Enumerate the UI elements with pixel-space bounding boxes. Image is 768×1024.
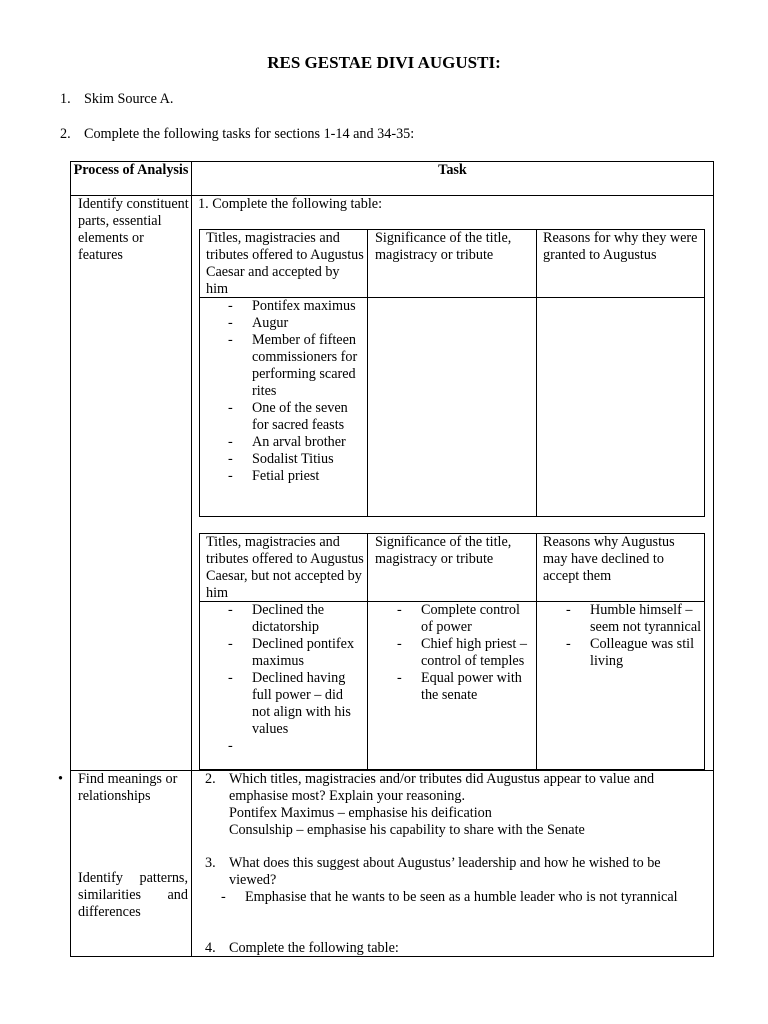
process-find-meanings: Find meanings or relationships [78,771,178,804]
table-b-header-titles: Titles, magistracies and tributes offered to Augustus Caesar, but not accepted by him [206,534,364,601]
list-item: - Pontifex maximus [228,298,364,315]
list-item: - Humble himself – seem not tyrannical [566,602,702,636]
header-task: Task [438,162,467,178]
list-item: - Emphasise that he wants to be seen as a humble leader who is not tyrannical [221,889,691,906]
page-title: RES GESTAE DIVI AUGUSTI: [267,53,501,72]
list-item: - Member of fifteen commissioners for performing scared rites [228,332,364,400]
table-a-header-reasons: Reasons for why they were granted to Augustus [543,230,698,263]
cell-divider [367,533,368,770]
list-item: - Declined having full power – did not align with his values [228,670,364,738]
question-3-number: 3. [205,855,216,871]
list-number: 1. [60,91,71,107]
question-3-text: What does this suggest about Augustus’ leadership and how he wished to be viewed? [229,855,661,888]
list-item: - Sodalist Titius [228,451,364,468]
list-item: - Fetial priest [228,468,364,485]
list-item: - Declined the dictatorship [228,602,364,636]
table-b-header-significance: Significance of the title, magistracy or tribute [375,534,512,567]
list-number: 2. [60,126,71,142]
list-item: - Complete control of power [397,602,533,636]
process-identify-patterns: Identify patterns, similarities and differences [78,870,188,920]
question-2-number: 2. [205,771,216,787]
column-divider [191,161,192,957]
bullet-marker: • [58,771,63,787]
table-a-accepted-list [228,298,364,485]
cell-divider [536,229,537,517]
list-item: - Augur [228,315,364,332]
cell-divider [536,533,537,770]
list-item: - Chief high priest – control of temples [397,636,533,670]
table-b-declined-list [228,602,364,738]
table-a-header-titles: Titles, magistracies and tributes offered to Augustus Caesar and accepted by him [206,230,364,297]
list-item: - An arval brother [228,434,364,451]
question-2-answer-2: Consulship – emphasise his capability to share with the Senate [229,822,585,838]
question-4-text: Complete the following table: [229,940,399,956]
list-item: - One of the seven for sacred feasts [228,400,364,434]
table-a-header-significance: Significance of the title, magistracy or tribute [375,230,512,263]
question-4-number: 4. [205,940,216,956]
list-item: - Equal power with the senate [397,670,533,704]
cell-divider [367,229,368,517]
header-process: Process of Analysis [73,162,189,178]
process-identify-parts: Identify constituent parts, essential elements or features [78,196,189,263]
table-b-significance-list [397,602,533,704]
instruction-text: Complete the following tasks for sections 1-14 and 34-35: [84,126,415,142]
instruction-2 [60,126,414,143]
list-item: - Colleague was stil living [566,636,702,670]
table-b-reasons-list [566,602,702,670]
question-2-answer-1: Pontifex Maximus – emphasise his deification [229,805,492,821]
instruction-text: Skim Source A. [84,91,174,107]
instruction-1 [60,91,173,108]
table-b-header-reasons: Reasons why Augustus may have declined to accept them [543,534,675,584]
question-2-text: Which titles, magistracies and/or tributes did Augustus appear to value and emphasise most? Explain your reasoning. [229,771,655,804]
question-3-answer-list [221,889,691,906]
list-item: - Declined pontifex maximus [228,636,364,670]
task-1-intro: 1. Complete the following table: [198,196,383,212]
